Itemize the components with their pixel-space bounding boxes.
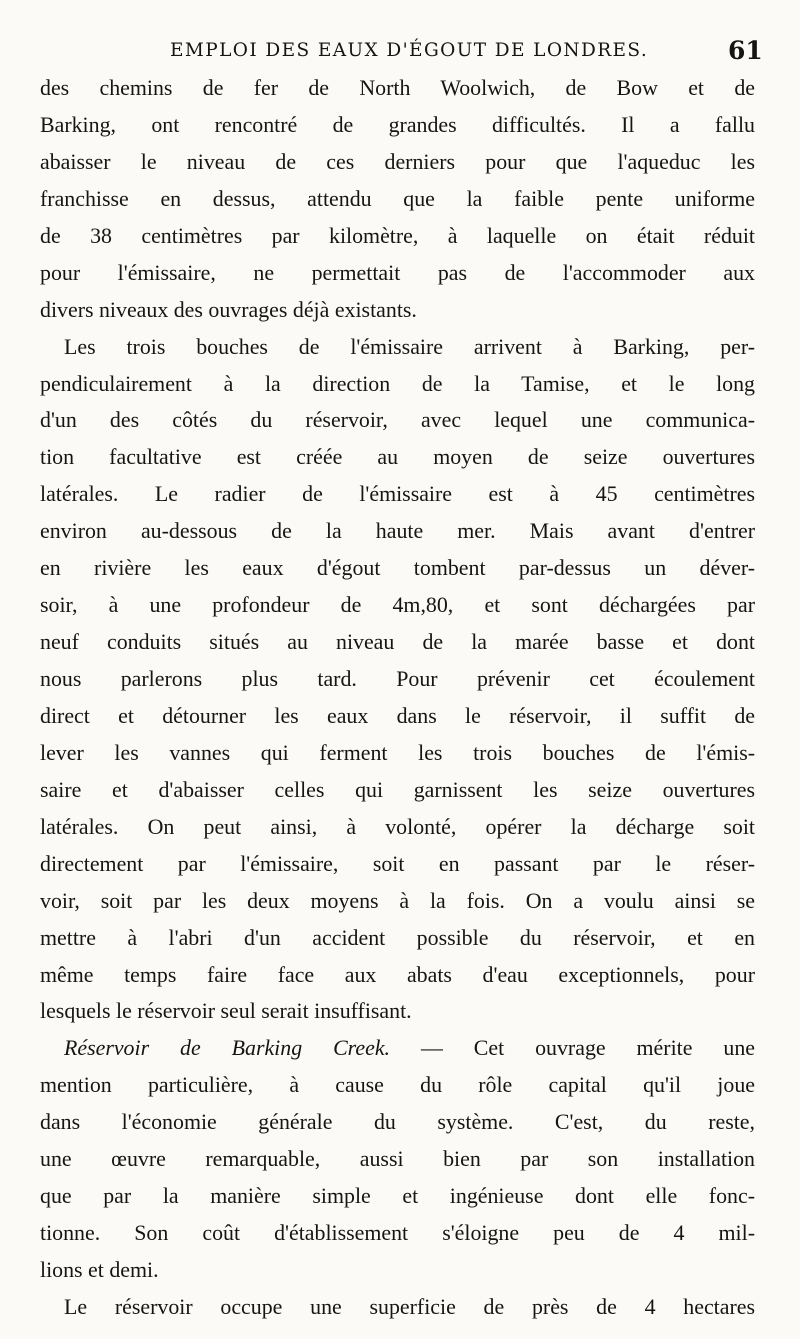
body-text [40, 70, 755, 1326]
text-line: divers niveaux des ouvrages déjà existants. [40, 296, 417, 322]
text-line: latérales. Le radier de l'émissaire est à 45 centimètres [40, 481, 755, 507]
text-line: dans l'économie générale du système. C'est, du reste, [40, 1109, 755, 1135]
text-line: franchisse en dessus, attendu que la faible pente uniforme [40, 185, 755, 211]
running-head [0, 36, 800, 68]
text-line: mention particulière, à cause du rôle capital qu'il joue [40, 1072, 755, 1098]
text-line: latérales. On peut ainsi, à volonté, opérer la décharge soit [40, 813, 755, 839]
text-line: tionne. Son coût d'établissement s'éloigne peu de 4 mil- [40, 1220, 755, 1246]
text-line: même temps faire face aux abats d'eau exceptionnels, pour [40, 961, 755, 987]
text-line: neuf conduits situés au niveau de la marée basse et dont [40, 629, 755, 655]
text-line: soir, à une profondeur de 4m,80, et sont déchargées par [40, 592, 755, 618]
text-line: environ au-dessous de la haute mer. Mais avant d'entrer [40, 518, 755, 544]
text-line: Barking, ont rencontré de grandes difficultés. Il a fallu [40, 111, 755, 137]
text-line: tion facultative est créée au moyen de seize ouvertures [40, 444, 755, 470]
text-line: d'un des côtés du réservoir, avec lequel une communica- [40, 407, 755, 433]
text-line-section-heading: Réservoir de Barking Creek. — Cet ouvrage mérite une [64, 1035, 755, 1061]
text-line: des chemins de fer de North Woolwich, de Bow et de [40, 75, 755, 100]
text-line: nous parlerons plus tard. Pour prévenir cet écoulement [40, 666, 755, 691]
running-title: EMPLOI DES EAUX D'ÉGOUT DE LONDRES. [170, 40, 649, 61]
text-line: Les trois bouches de l'émissaire arrivent à Barking, per- [64, 333, 755, 359]
text-line: voir, soit par les deux moyens à la fois. On a voulu ainsi se [40, 887, 755, 913]
page-number: 61 [728, 36, 763, 65]
text-line: en rivière les eaux d'égout tombent par-dessus un déver- [40, 555, 755, 581]
text-line: Le réservoir occupe une superficie de près de 4 hectares [64, 1293, 755, 1319]
text-line: pendiculairement à la direction de la Tamise, et le long [40, 370, 755, 396]
text-line: direct et détourner les eaux dans le réservoir, il suffit de [40, 702, 755, 728]
text-line: une œuvre remarquable, aussi bien par son installation [40, 1146, 755, 1172]
text-line: saire et d'abaisser celles qui garnissent les seize ouvertures [40, 776, 755, 802]
text-line: de 38 centimètres par kilomètre, à laquelle on était réduit [40, 222, 755, 248]
text-line: que par la manière simple et ingénieuse dont elle fonc- [40, 1183, 755, 1209]
text-line: mettre à l'abri d'un accident possible du réservoir, et en [40, 924, 755, 950]
section-title: Réservoir de Barking Creek. [64, 1035, 391, 1061]
text-line: directement par l'émissaire, soit en passant par le réser- [40, 850, 755, 876]
text-line: lesquels le réservoir seul serait insuffisant. [40, 998, 412, 1024]
text-line: pour l'émissaire, ne permettait pas de l'accommoder aux [40, 259, 755, 285]
text-line: lever les vannes qui ferment les trois bouches de l'émis- [40, 739, 755, 765]
text-line: lions et demi. [40, 1257, 159, 1282]
text-line: abaisser le niveau de ces derniers pour que l'aqueduc les [40, 148, 755, 174]
